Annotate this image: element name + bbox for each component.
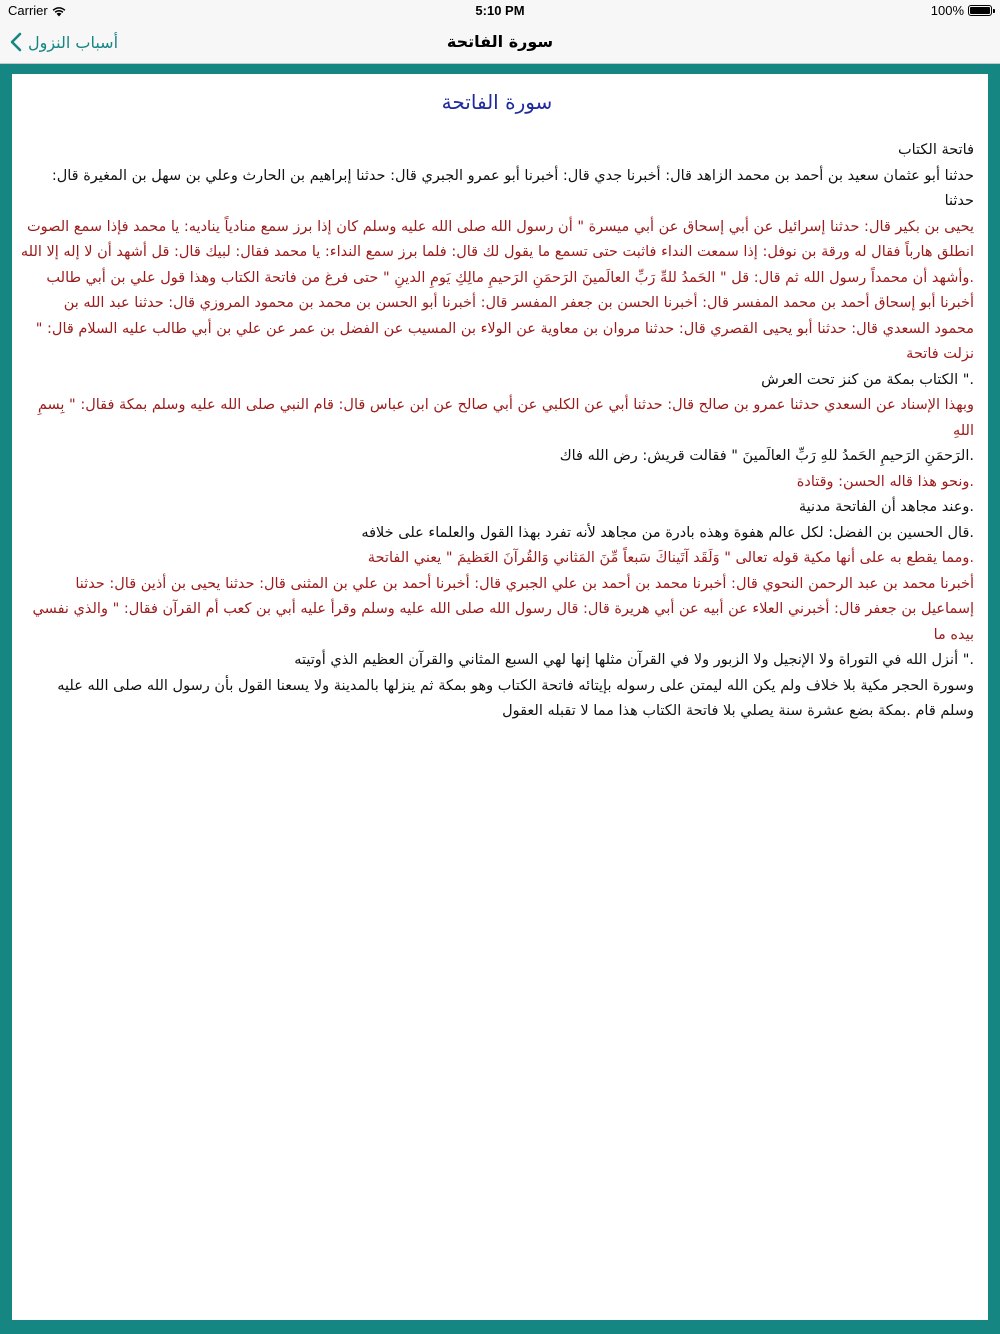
- text-view[interactable]: [12, 74, 988, 1320]
- clock: 5:10 PM: [475, 3, 525, 18]
- paragraph-list: [20, 138, 974, 725]
- paragraph: .وعند مجاهد أن الفاتحة مدنية: [798, 499, 974, 515]
- battery-icon: [968, 5, 992, 16]
- paragraph: إسماعيل بن جعفر قال: أخبرني العلاء عن أبيه عن أبي هريرة قال: قال رسول الله صلى الله عليه وسلم وقرأ عليه أبي بن كعب أم القرآن فقال: " والذي نفسي بيده ما: [32, 601, 974, 643]
- paragraph: وسورة الحجر مكية بلا خلاف ولم يكن الله ليمتن على رسوله بإيتائه فاتحة الكتاب وهو بمكة ثم ينزلها بالمدينة ولا يسعنا القول بأن رسول الله صلى الله عليه وسلم قام .بمكة بضع عشرة سنة يصلي بلا فاتحة الكتاب هذا مما لا تقبله العقول: [57, 677, 974, 719]
- paragraph: ." الكتاب بمكة من كنز تحت العرش: [761, 371, 974, 388]
- paragraph: أخبرنا محمد بن عبد الرحمن النحوي قال: أخبرنا محمد بن أحمد بن علي الجبري قال: أخبرنا أحمد بن علي بن المثنى قال: حدثنا يحيى بن أذين قال: حدثنا: [75, 575, 974, 592]
- paragraph: أخبرنا أبو إسحاق أحمد بن محمد المفسر قال: أخبرنا الحسن بن جعفر المفسر قال: أخبرنا أبو الحسن بن محمد بن محمود المروزي قال: حدثنا عبد الله بن محمود السعدي قال: حدثنا أبو يحيى القصري قال: حدثنا مروان بن معاوية عن الولاء بن المسيب عن الفضل بن عمر عن علي بن أبي طالب عليه السلام قال: " نزلت فاتحة: [35, 295, 974, 362]
- paragraph: .قال الحسين بن الفضل: لكل عالم هفوة وهذه بادرة من مجاهد لأنه تفرد بهذا القول والعلماء على خلافه: [361, 524, 974, 541]
- paragraph: فاتحة الكتاب: [897, 142, 974, 158]
- back-button-label: أسباب النزول: [28, 32, 119, 52]
- paragraph: .ونحو هذا قاله الحسن: وقتادة: [796, 473, 974, 490]
- battery-percent: 100%: [930, 3, 964, 18]
- paragraph: .الرَحمَنِ الرَحيمِ الحَمدُ للهِ رَبِّ العالَمينَ " فقالت قريش: رض الله فاك: [559, 448, 974, 464]
- battery-group: [931, 3, 992, 18]
- paragraph: ." أنزل الله في التوراة ولا الإنجيل ولا الزبور ولا في القرآن مثلها إنها لهي السبع المثاني والقرآن العظيم الذي أوتيته: [294, 652, 974, 668]
- paragraph: .ومما يقطع به على أنها مكية قوله تعالى " وَلَقَد آتَيناكَ سَبعاً مِّنَ المَثاني وَالقُرآنَ العَظيمَ " يعني الفاتحة: [367, 550, 974, 566]
- page-title: سورة الفاتحة: [446, 32, 554, 51]
- paragraph: يحيى بن بكير قال: حدثنا إسرائيل عن أبي إسحاق عن أبي ميسرة " أن رسول الله صلى الله عليه وسلم كان إذا برز سمع منادياً يناديه: يا محمد فإذا سمع الصوت انطلق هارباً فقال له ورقة بن نوفل: إذا سمعت النداء فاثبت حتى تسمع ما يقول لك قال: فلما برز سمع النداء: يا محمد فقال: لبيك قال: قل أشهد أن لا إله إلا الله .وأشهد أن محمداً رسول الله ثم قال: قل " الحَمدُ للهِّ رَبِّ العالَمينَ الرَحمَنِ الرَحيمِ مالِكِ يَومِ الدينِ " حتى فرغ من فاتحة الكتاب وهذا قول علي بن أبي طالب: [20, 218, 974, 286]
- paragraph: حدثنا أبو عثمان سعيد بن أحمد بن محمد الزاهد قال: أخبرنا جدي قال: أخبرنا أبو عمرو الجبري قال: حدثنا إبراهيم بن الحارث وعلي بن سهل بن المغيرة قال: حدثنا: [51, 167, 974, 209]
- navigation-bar: [0, 20, 1000, 64]
- paragraph: وبهذا الإسناد عن السعدي حدثنا عمرو بن صالح قال: حدثنا أبي عن الكلبي عن أبي صالح عن ابن عباس قال: قام النبي صلى الله عليه وسلم بمكة فقال: " بِسمِ اللهِ: [37, 397, 974, 439]
- carrier-label: Carrier: [8, 3, 48, 18]
- status-bar: [0, 0, 1000, 20]
- battery-fill: [970, 7, 990, 14]
- surah-title: سورة الفاتحة: [441, 90, 553, 114]
